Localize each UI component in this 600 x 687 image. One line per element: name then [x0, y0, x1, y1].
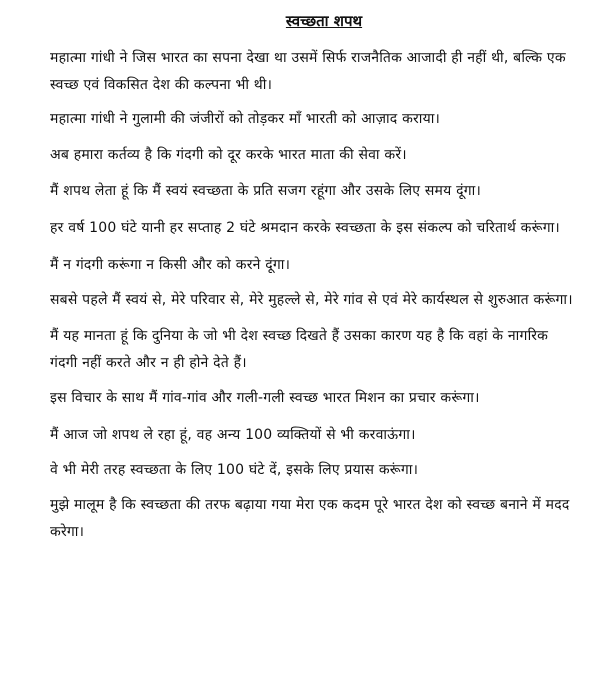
pledge-paragraph: अब हमारा कर्तव्य है कि गंदगी को दूर करके भारत माता की सेवा करें।	[50, 147, 407, 163]
document-title: स्वच्छता शपथ	[285, 12, 363, 30]
pledge-list	[50, 45, 578, 546]
pledge-paragraph: महात्मा गांधी ने गुलामी की जंजीरों को तोड़कर माँ भारती को आज़ाद कराया।	[50, 111, 441, 127]
pledge-paragraph: इस विचार के साथ मैं गांव-गांव और गली-गली स्वच्छ भारत मिशन का प्रचार करूंगा।	[50, 390, 480, 406]
pledge-paragraph: महात्मा गांधी ने जिस भारत का सपना देखा था उसमें सिर्फ राजनैतिक आजादी ही नहीं थी, बल्कि एक स्वच्छ एवं विकसित देश की कल्पना भी थी।	[50, 50, 566, 93]
pledge-paragraph: वे भी मेरी तरह स्वच्छता के लिए 100 घंटे दें, इसके लिए प्रयास करूंगा।	[50, 462, 419, 478]
pledge-paragraph: मैं शपथ लेता हूं कि मैं स्वयं स्वच्छता के प्रति सजग रहूंगा और उसके लिए समय दूंगा।	[50, 183, 481, 199]
pledge-paragraph: मैं यह मानता हूं कि दुनिया के जो भी देश स्वच्छ दिखते हैं उसका कारण यह है कि वहां के नागरिक गंदगी नहीं करते और न ही होने देते हैं।	[50, 328, 549, 371]
pledge-paragraph: मैं आज जो शपथ ले रहा हूं, वह अन्य 100 व्यक्तियों से भी करवाऊंगा।	[50, 427, 416, 443]
pledge-paragraph: मुझे मालूम है कि स्वच्छता की तरफ बढ़ाया गया मेरा एक कदम पूरे भारत देश को स्वच्छ बनाने में मदद करेगा।	[50, 497, 570, 540]
pledge-paragraph: सबसे पहले मैं स्वयं से, मेरे परिवार से, मेरे मुहल्ले से, मेरे गांव से एवं मेरे कार्यस्थल से शुरुआत करूंगा।	[50, 292, 573, 308]
pledge-paragraph: मैं न गंदगी करूंगा न किसी और को करने दूंगा।	[50, 257, 291, 273]
pledge-paragraph: हर वर्ष 100 घंटे यानी हर सप्ताह 2 घंटे श्रमदान करके स्वच्छता के इस संकल्प को चरितार्थ करूंगा।	[50, 220, 560, 236]
